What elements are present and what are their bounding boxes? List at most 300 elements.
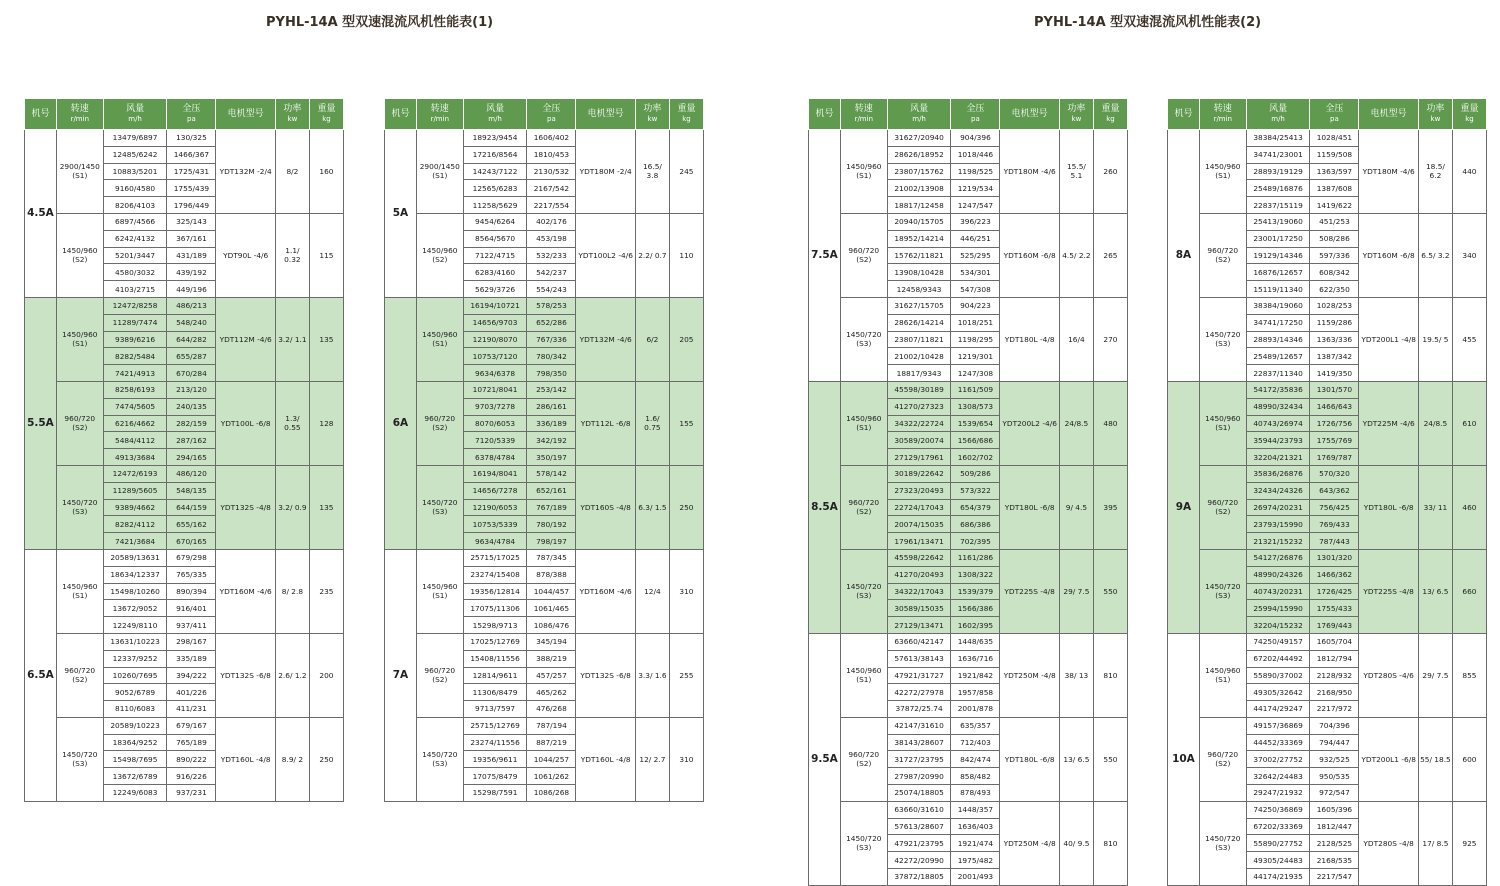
column-header xyxy=(1310,99,1359,130)
airflow-cell: 9160/4580 xyxy=(103,180,167,197)
power-cell: 4.5/ 2.2 xyxy=(1059,213,1093,297)
pressure-cell: 1602/395 xyxy=(951,617,1000,634)
airflow-cell: 16194/10721 xyxy=(463,297,527,314)
motor-cell: YDT100L2 -4/6 xyxy=(576,213,636,297)
model-number: 8A xyxy=(1168,130,1200,382)
column-header-label: 电机型号 xyxy=(587,109,624,119)
airflow-cell: 17075/11306 xyxy=(463,600,527,617)
airflow-cell: 6378/4784 xyxy=(463,449,527,466)
column-header-label: 机号 xyxy=(1174,109,1193,119)
weight-cell: 128 xyxy=(309,381,343,465)
pressure-cell: 1448/357 xyxy=(951,801,1000,818)
pressure-cell: 1636/716 xyxy=(951,650,1000,667)
motor-cell: YDT132S -4/8 xyxy=(216,465,276,549)
pressure-cell: 1812/794 xyxy=(1310,650,1359,667)
power-cell: 1.6/ 0.75 xyxy=(635,381,669,465)
pressure-cell: 679/298 xyxy=(167,549,216,566)
power-cell: 38/ 13 xyxy=(1059,633,1093,717)
airflow-cell: 4103/2715 xyxy=(103,281,167,298)
pressure-cell: 767/189 xyxy=(527,499,576,516)
weight-cell: 255 xyxy=(669,633,703,717)
table-row xyxy=(809,465,1128,482)
airflow-cell: 8282/4112 xyxy=(103,516,167,533)
airflow-cell: 54172/35836 xyxy=(1246,381,1310,398)
column-header-label: 全压 xyxy=(542,104,561,114)
weight-cell: 610 xyxy=(1452,381,1486,465)
airflow-cell: 49305/24483 xyxy=(1246,852,1310,869)
table-row xyxy=(809,130,1128,147)
table-row xyxy=(1168,465,1487,482)
pressure-cell: 654/379 xyxy=(951,499,1000,516)
airflow-cell: 23274/11556 xyxy=(463,734,527,751)
airflow-cell: 23807/11821 xyxy=(887,331,951,348)
table-row xyxy=(809,717,1128,734)
speed-cell: 960/720 (S2) xyxy=(416,381,463,465)
table-row xyxy=(809,213,1128,230)
speed-cell: 960/720 (S2) xyxy=(1199,213,1246,297)
pressure-cell: 449/196 xyxy=(167,281,216,298)
power-cell: 16/4 xyxy=(1059,297,1093,381)
airflow-cell: 41270/27323 xyxy=(887,398,951,415)
speed-cell: 2900/1450 (S1) xyxy=(416,130,463,214)
motor-cell: YDT180M -4/6 xyxy=(1000,130,1060,214)
pressure-cell: 1044/457 xyxy=(527,583,576,600)
airflow-cell: 20074/15035 xyxy=(887,516,951,533)
airflow-cell: 5201/3447 xyxy=(103,247,167,264)
airflow-cell: 21321/15232 xyxy=(1246,533,1310,550)
pressure-cell: 916/401 xyxy=(167,600,216,617)
pressure-cell: 1028/253 xyxy=(1310,297,1359,314)
model-number: 9A xyxy=(1168,381,1200,633)
motor-cell: YDT160L -4/8 xyxy=(216,717,276,801)
pressure-cell: 1810/453 xyxy=(527,146,576,163)
column-header-unit: kw xyxy=(287,115,298,123)
weight-cell: 660 xyxy=(1452,549,1486,633)
pressure-cell: 712/403 xyxy=(951,734,1000,751)
airflow-cell: 25489/12657 xyxy=(1246,348,1310,365)
airflow-cell: 38384/19060 xyxy=(1246,297,1310,314)
column-header xyxy=(1000,99,1060,130)
column-header-label: 全压 xyxy=(966,104,985,114)
motor-cell: YDT225M -4/6 xyxy=(1359,381,1419,465)
airflow-cell: 34741/17250 xyxy=(1246,314,1310,331)
header-row xyxy=(1168,99,1487,130)
airflow-cell: 30589/15035 xyxy=(887,600,951,617)
power-cell: 3.3/ 1.6 xyxy=(635,633,669,717)
column-header-label: 风量 xyxy=(910,104,929,114)
table-row xyxy=(1168,381,1487,398)
airflow-cell: 34322/17043 xyxy=(887,583,951,600)
pressure-cell: 887/219 xyxy=(527,734,576,751)
power-cell: 29/ 7.5 xyxy=(1418,633,1452,717)
table-row xyxy=(385,297,704,314)
airflow-cell: 9052/6789 xyxy=(103,684,167,701)
airflow-cell: 57613/28607 xyxy=(887,818,951,835)
power-cell: 1.1/ 0.32 xyxy=(275,213,309,297)
pressure-cell: 765/189 xyxy=(167,734,216,751)
airflow-cell: 18817/9343 xyxy=(887,365,951,382)
pressure-cell: 655/162 xyxy=(167,516,216,533)
airflow-cell: 10260/7695 xyxy=(103,667,167,684)
column-header xyxy=(951,99,1000,130)
motor-cell: YDT112L -6/8 xyxy=(576,381,636,465)
airflow-cell: 32434/24326 xyxy=(1246,482,1310,499)
airflow-cell: 20940/15705 xyxy=(887,213,951,230)
pressure-cell: 439/192 xyxy=(167,264,216,281)
pressure-cell: 465/262 xyxy=(527,684,576,701)
column-header-label: 功率 xyxy=(1426,104,1445,114)
pressure-cell: 787/443 xyxy=(1310,533,1359,550)
table-row xyxy=(25,213,344,230)
airflow-cell: 32642/24483 xyxy=(1246,768,1310,785)
speed-cell: 960/720 (S2) xyxy=(416,633,463,717)
pressure-cell: 635/357 xyxy=(951,717,1000,734)
column-header-unit: m/h xyxy=(912,115,926,123)
pressure-cell: 350/197 xyxy=(527,449,576,466)
table-row xyxy=(1168,297,1487,314)
pressure-cell: 1726/756 xyxy=(1310,415,1359,432)
speed-cell: 960/720 (S2) xyxy=(840,717,887,801)
airflow-cell: 12249/6083 xyxy=(103,785,167,802)
power-cell: 15.5/ 5.1 xyxy=(1059,130,1093,214)
weight-cell: 135 xyxy=(309,465,343,549)
pressure-cell: 1161/286 xyxy=(951,549,1000,566)
pressure-cell: 2168/950 xyxy=(1310,684,1359,701)
pressure-cell: 388/219 xyxy=(527,650,576,667)
airflow-cell: 12565/6283 xyxy=(463,180,527,197)
model-number: 8.5A xyxy=(809,381,841,633)
column-header-label: 转速 xyxy=(430,104,449,114)
airflow-cell: 8282/5484 xyxy=(103,348,167,365)
pressure-cell: 431/189 xyxy=(167,247,216,264)
pressure-cell: 1466/643 xyxy=(1310,398,1359,415)
pressure-cell: 878/493 xyxy=(951,785,1000,802)
pressure-cell: 798/197 xyxy=(527,533,576,550)
table-row xyxy=(1168,549,1487,566)
column-header xyxy=(56,99,103,130)
motor-cell: YDT200L1 -6/8 xyxy=(1359,717,1419,801)
pressure-cell: 1198/525 xyxy=(951,163,1000,180)
airflow-cell: 42147/31610 xyxy=(887,717,951,734)
table-row xyxy=(25,297,344,314)
pressure-cell: 396/223 xyxy=(951,213,1000,230)
weight-cell: 160 xyxy=(309,130,343,214)
airflow-cell: 11289/7474 xyxy=(103,314,167,331)
table-row xyxy=(385,465,704,482)
weight-cell: 270 xyxy=(1093,297,1127,381)
pressure-cell: 1018/251 xyxy=(951,314,1000,331)
airflow-cell: 17025/12769 xyxy=(463,633,527,650)
weight-cell: 550 xyxy=(1093,717,1127,801)
column-header-label: 风量 xyxy=(1269,104,1288,114)
pressure-cell: 950/535 xyxy=(1310,768,1359,785)
airflow-cell: 18364/9252 xyxy=(103,734,167,751)
airflow-cell: 11289/5605 xyxy=(103,482,167,499)
pressure-cell: 2001/878 xyxy=(951,701,1000,718)
airflow-cell: 6897/4566 xyxy=(103,213,167,230)
airflow-cell: 27323/20493 xyxy=(887,482,951,499)
pressure-cell: 570/320 xyxy=(1310,465,1359,482)
airflow-cell: 40743/26974 xyxy=(1246,415,1310,432)
power-cell: 13/ 6.5 xyxy=(1418,549,1452,633)
pressure-cell: 1363/336 xyxy=(1310,331,1359,348)
speed-cell: 1450/720 (S3) xyxy=(1199,297,1246,381)
airflow-cell: 26974/20231 xyxy=(1246,499,1310,516)
airflow-cell: 7421/4913 xyxy=(103,365,167,382)
power-cell: 1.3/ 0.55 xyxy=(275,381,309,465)
pressure-cell: 453/198 xyxy=(527,230,576,247)
airflow-cell: 45598/30189 xyxy=(887,381,951,398)
airflow-cell: 28893/14346 xyxy=(1246,331,1310,348)
column-header-unit: kw xyxy=(1430,115,1441,123)
airflow-cell: 13479/6897 xyxy=(103,130,167,147)
airflow-cell: 22724/17043 xyxy=(887,499,951,516)
airflow-cell: 74250/36869 xyxy=(1246,801,1310,818)
pressure-cell: 1086/268 xyxy=(527,785,576,802)
pressure-cell: 622/350 xyxy=(1310,281,1359,298)
pressure-cell: 2168/535 xyxy=(1310,852,1359,869)
power-cell: 40/ 9.5 xyxy=(1059,801,1093,885)
column-header-unit: m/h xyxy=(128,115,142,123)
weight-cell: 310 xyxy=(669,549,703,633)
weight-cell: 235 xyxy=(309,549,343,633)
airflow-cell: 9703/7278 xyxy=(463,398,527,415)
pressure-cell: 1301/570 xyxy=(1310,381,1359,398)
weight-cell: 135 xyxy=(309,297,343,381)
pressure-cell: 608/342 xyxy=(1310,264,1359,281)
airflow-cell: 32204/21321 xyxy=(1246,449,1310,466)
motor-cell: YDT180M -4/6 xyxy=(1359,130,1419,214)
pressure-cell: 858/482 xyxy=(951,768,1000,785)
motor-cell: YDT160M -6/8 xyxy=(1359,213,1419,297)
column-header-label: 风量 xyxy=(126,104,145,114)
pressure-cell: 282/159 xyxy=(167,415,216,432)
performance-table xyxy=(808,98,1128,886)
airflow-cell: 27129/13471 xyxy=(887,617,951,634)
airflow-cell: 63660/42147 xyxy=(887,633,951,650)
pressure-cell: 652/286 xyxy=(527,314,576,331)
weight-cell: 205 xyxy=(669,297,703,381)
weight-cell: 440 xyxy=(1452,130,1486,214)
airflow-cell: 28626/18952 xyxy=(887,146,951,163)
speed-cell: 1450/720 (S3) xyxy=(416,465,463,549)
airflow-cell: 17075/8479 xyxy=(463,768,527,785)
airflow-cell: 35836/26876 xyxy=(1246,465,1310,482)
column-header-unit: pa xyxy=(1330,115,1339,123)
power-cell: 6.3/ 1.5 xyxy=(635,465,669,549)
table-row xyxy=(25,717,344,734)
airflow-cell: 37002/27752 xyxy=(1246,751,1310,768)
power-cell: 12/4 xyxy=(635,549,669,633)
pressure-cell: 534/301 xyxy=(951,264,1000,281)
motor-cell: YDT132S -6/8 xyxy=(216,633,276,717)
weight-cell: 200 xyxy=(309,633,343,717)
pressure-cell: 916/226 xyxy=(167,768,216,785)
airflow-cell: 15498/10260 xyxy=(103,583,167,600)
speed-cell: 2900/1450 (S1) xyxy=(56,130,103,214)
pressure-cell: 1159/286 xyxy=(1310,314,1359,331)
pressure-cell: 2217/547 xyxy=(1310,869,1359,886)
pressure-cell: 1566/686 xyxy=(951,432,1000,449)
pressure-cell: 446/251 xyxy=(951,230,1000,247)
column-header xyxy=(576,99,636,130)
airflow-cell: 12458/9343 xyxy=(887,281,951,298)
weight-cell: 265 xyxy=(1093,213,1127,297)
power-cell: 6.5/ 3.2 xyxy=(1418,213,1452,297)
airflow-cell: 30189/22642 xyxy=(887,465,951,482)
pressure-cell: 702/395 xyxy=(951,533,1000,550)
airflow-cell: 15498/7695 xyxy=(103,751,167,768)
table-row xyxy=(385,633,704,650)
model-number: 10A xyxy=(1168,633,1200,885)
pressure-cell: 542/237 xyxy=(527,264,576,281)
pressure-cell: 644/282 xyxy=(167,331,216,348)
airflow-cell: 49305/32642 xyxy=(1246,684,1310,701)
airflow-cell: 8070/6053 xyxy=(463,415,527,432)
column-header-unit: pa xyxy=(187,115,196,123)
speed-cell: 1450/720 (S3) xyxy=(416,717,463,801)
airflow-cell: 6242/4132 xyxy=(103,230,167,247)
speed-cell: 1450/960 (S2) xyxy=(56,213,103,297)
pressure-cell: 298/167 xyxy=(167,633,216,650)
motor-cell: YDT112M -4/6 xyxy=(216,297,276,381)
performance-table xyxy=(24,98,344,802)
airflow-cell: 67202/44492 xyxy=(1246,650,1310,667)
column-header xyxy=(1093,99,1127,130)
airflow-cell: 16876/12657 xyxy=(1246,264,1310,281)
weight-cell: 460 xyxy=(1452,465,1486,549)
pressure-cell: 2001/493 xyxy=(951,869,1000,886)
pressure-cell: 1247/547 xyxy=(951,197,1000,214)
motor-cell: YDT200L1 -4/8 xyxy=(1359,297,1419,381)
pressure-cell: 578/142 xyxy=(527,465,576,482)
airflow-cell: 49157/36869 xyxy=(1246,717,1310,734)
motor-cell: YDT280S -4/8 xyxy=(1359,801,1419,885)
pressure-cell: 1755/433 xyxy=(1310,600,1359,617)
airflow-cell: 13908/10428 xyxy=(887,264,951,281)
airflow-cell: 25074/18805 xyxy=(887,785,951,802)
airflow-cell: 7421/3684 xyxy=(103,533,167,550)
airflow-cell: 12190/8070 xyxy=(463,331,527,348)
pressure-cell: 286/161 xyxy=(527,398,576,415)
airflow-cell: 30589/20074 xyxy=(887,432,951,449)
weight-cell: 455 xyxy=(1452,297,1486,381)
model-number: 9.5A xyxy=(809,633,841,885)
pressure-cell: 573/322 xyxy=(951,482,1000,499)
weight-cell: 340 xyxy=(1452,213,1486,297)
weight-cell: 855 xyxy=(1452,633,1486,717)
pressure-cell: 670/284 xyxy=(167,365,216,382)
airflow-cell: 12472/8258 xyxy=(103,297,167,314)
pressure-cell: 1606/402 xyxy=(527,130,576,147)
column-header-unit: kg xyxy=(682,115,691,123)
pressure-cell: 336/189 xyxy=(527,415,576,432)
pressure-cell: 1466/362 xyxy=(1310,566,1359,583)
pressure-cell: 335/189 xyxy=(167,650,216,667)
airflow-cell: 37872/25.74 xyxy=(887,701,951,718)
pressure-cell: 1466/367 xyxy=(167,146,216,163)
weight-cell: 810 xyxy=(1093,633,1127,717)
power-cell: 29/ 7.5 xyxy=(1059,549,1093,633)
power-cell: 3.2/ 0.9 xyxy=(275,465,309,549)
pressure-cell: 411/231 xyxy=(167,701,216,718)
column-header-label: 重量 xyxy=(1460,104,1479,114)
power-cell: 17/ 8.5 xyxy=(1418,801,1452,885)
airflow-cell: 12472/6193 xyxy=(103,465,167,482)
column-header xyxy=(416,99,463,130)
airflow-cell: 10721/8041 xyxy=(463,381,527,398)
motor-cell: YDT180M -2/4 xyxy=(576,130,636,214)
airflow-cell: 15408/11556 xyxy=(463,650,527,667)
column-header-label: 重量 xyxy=(317,104,336,114)
pressure-cell: 1387/608 xyxy=(1310,180,1359,197)
pressure-cell: 1796/449 xyxy=(167,197,216,214)
weight-cell: 110 xyxy=(669,213,703,297)
pressure-cell: 1812/447 xyxy=(1310,818,1359,835)
pressure-cell: 704/396 xyxy=(1310,717,1359,734)
motor-cell: YDT132M -4/6 xyxy=(576,297,636,381)
speed-cell: 1450/960 (S1) xyxy=(840,633,887,717)
pressure-cell: 294/165 xyxy=(167,449,216,466)
airflow-cell: 38143/28607 xyxy=(887,734,951,751)
pressure-cell: 1159/508 xyxy=(1310,146,1359,163)
motor-cell: YDT90L -4/6 xyxy=(216,213,276,297)
airflow-cell: 10753/7120 xyxy=(463,348,527,365)
airflow-cell: 16194/8041 xyxy=(463,465,527,482)
airflow-cell: 55890/37002 xyxy=(1246,667,1310,684)
airflow-cell: 20589/10223 xyxy=(103,717,167,734)
weight-cell: 250 xyxy=(669,465,703,549)
airflow-cell: 25413/19060 xyxy=(1246,213,1310,230)
pressure-cell: 1755/439 xyxy=(167,180,216,197)
pressure-cell: 2128/525 xyxy=(1310,835,1359,852)
weight-cell: 250 xyxy=(309,717,343,801)
airflow-cell: 18817/12458 xyxy=(887,197,951,214)
speed-cell: 1450/960 (S1) xyxy=(840,130,887,214)
power-cell: 19.5/ 5 xyxy=(1418,297,1452,381)
airflow-cell: 7122/4715 xyxy=(463,247,527,264)
pressure-cell: 652/161 xyxy=(527,482,576,499)
pressure-cell: 547/308 xyxy=(951,281,1000,298)
airflow-cell: 15119/11340 xyxy=(1246,281,1310,298)
pressure-cell: 451/253 xyxy=(1310,213,1359,230)
power-cell: 6/2 xyxy=(635,297,669,381)
airflow-cell: 13672/9052 xyxy=(103,600,167,617)
airflow-cell: 12190/6053 xyxy=(463,499,527,516)
table-row xyxy=(25,381,344,398)
airflow-cell: 8258/6193 xyxy=(103,381,167,398)
airflow-cell: 22837/11340 xyxy=(1246,365,1310,382)
pressure-cell: 878/388 xyxy=(527,566,576,583)
pressure-cell: 1605/396 xyxy=(1310,801,1359,818)
airflow-cell: 14243/7122 xyxy=(463,163,527,180)
speed-cell: 1450/960 (S1) xyxy=(1199,633,1246,717)
speed-cell: 1450/720 (S3) xyxy=(840,801,887,885)
header-row xyxy=(385,99,704,130)
performance-table xyxy=(384,98,704,802)
airflow-cell: 8564/5670 xyxy=(463,230,527,247)
pressure-cell: 1161/509 xyxy=(951,381,1000,398)
pressure-cell: 787/345 xyxy=(527,549,576,566)
motor-cell: YDT132S -6/8 xyxy=(576,633,636,717)
column-header-unit: kw xyxy=(1071,115,1082,123)
power-cell: 18.5/ 6.2 xyxy=(1418,130,1452,214)
weight-cell: 310 xyxy=(669,717,703,801)
airflow-cell: 15298/9713 xyxy=(463,617,527,634)
column-header xyxy=(809,99,841,130)
pressure-cell: 1448/635 xyxy=(951,633,1000,650)
airflow-cell: 41270/20493 xyxy=(887,566,951,583)
